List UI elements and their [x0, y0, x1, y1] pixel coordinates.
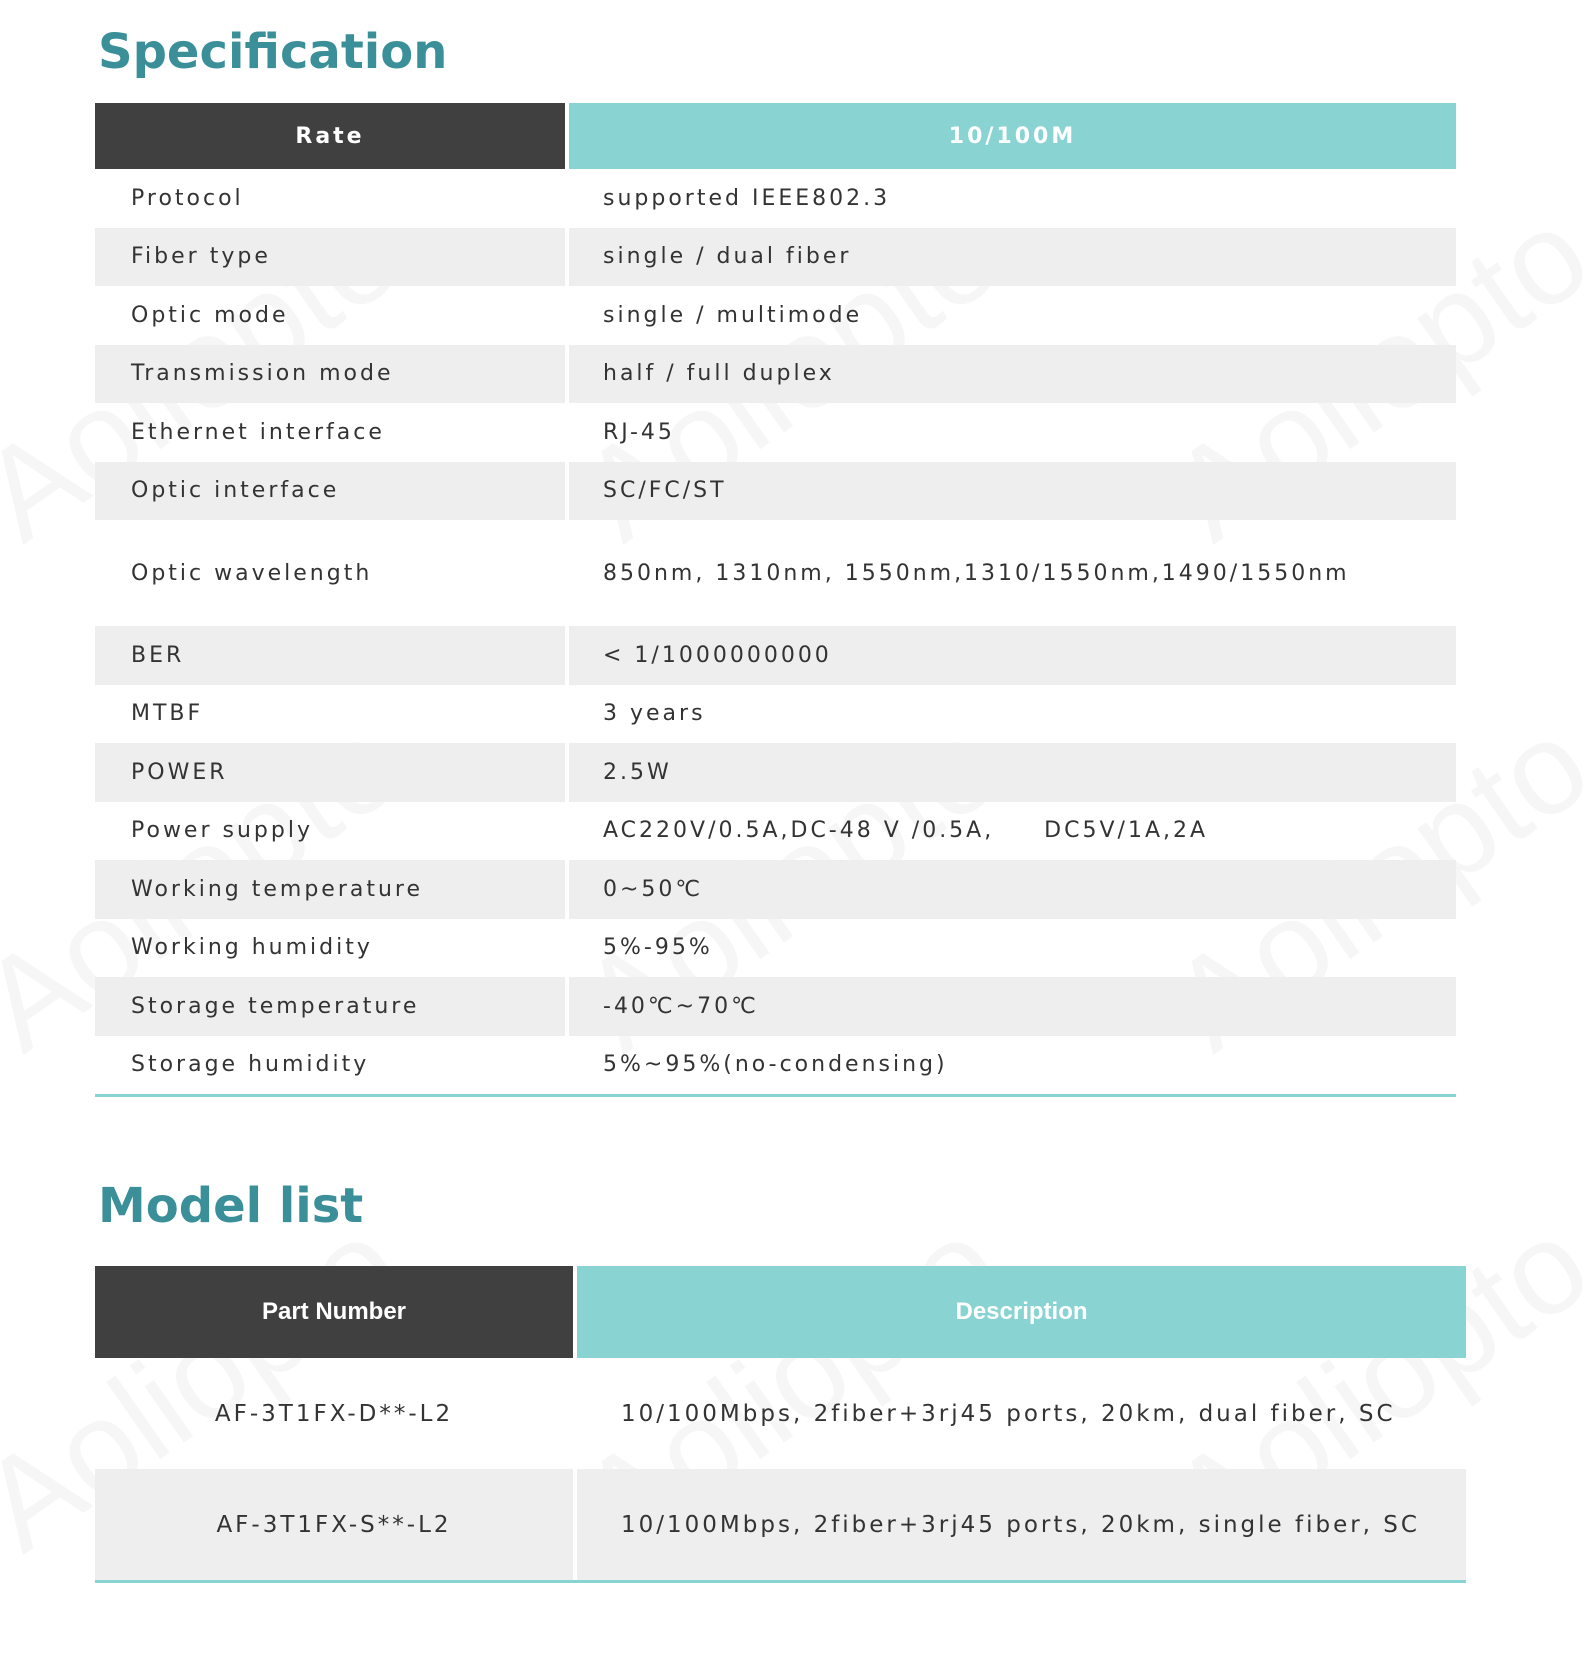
spec-row [95, 685, 1456, 744]
spec-row [95, 169, 1456, 228]
spec-label: Storage temperature [95, 977, 565, 1036]
table-bottom-border [95, 1094, 1456, 1097]
spec-value: AC220V/0.5A,DC-48 V /0.5A, DC5V/1A,2A [603, 818, 1209, 844]
specification-header-row [95, 103, 1456, 169]
spec-row [95, 345, 1456, 404]
spec-label: BER [95, 626, 565, 685]
model-list-table [95, 1266, 1466, 1583]
model-list-title: Model list [98, 1178, 364, 1234]
spec-value: 5%-95% [603, 935, 713, 961]
spec-value: -40℃~70℃ [569, 977, 1456, 1036]
model-list-rows [95, 1358, 1466, 1580]
description-cell: 10/100Mbps, 2fiber+3rj45 ports, 20km, dual fiber, SC [621, 1400, 1396, 1427]
spec-label: Fiber type [95, 228, 565, 287]
part-number-header: Part Number [95, 1266, 573, 1358]
spec-label: Working humidity [131, 935, 373, 961]
spec-row [95, 802, 1456, 861]
rate-header: Rate [95, 103, 565, 169]
spec-row [95, 1036, 1456, 1095]
specification-table [95, 103, 1456, 1097]
spec-row [95, 977, 1456, 1036]
description-header: Description [577, 1266, 1466, 1358]
rate-value-header: 10/100M [569, 103, 1456, 169]
spec-row [95, 228, 1456, 287]
part-number-cell: AF-3T1FX-D**-L2 [214, 1400, 454, 1427]
spec-row [95, 462, 1456, 521]
model-row [95, 1469, 1466, 1580]
spec-value: SC/FC/ST [569, 462, 1456, 521]
spec-label: Transmission mode [95, 345, 565, 404]
spec-value: < 1/1000000000 [569, 626, 1456, 685]
spec-value: RJ-45 [603, 419, 675, 445]
spec-value: half / full duplex [569, 345, 1456, 404]
spec-value: 5%~95%(no-condensing) [603, 1052, 948, 1078]
spec-row [95, 919, 1456, 978]
spec-label: Storage humidity [131, 1052, 370, 1078]
spec-label: Power supply [131, 818, 313, 844]
spec-row [95, 860, 1456, 919]
part-number-cell: AF-3T1FX-S**-L2 [95, 1469, 573, 1580]
spec-value: 3 years [603, 701, 706, 727]
spec-value: single / multimode [603, 302, 863, 328]
spec-row [95, 403, 1456, 462]
description-cell: 10/100Mbps, 2fiber+3rj45 ports, 20km, single fiber, SC [577, 1469, 1466, 1580]
table-bottom-border [95, 1580, 1466, 1583]
spec-value: single / dual fiber [569, 228, 1456, 287]
specification-rows [95, 169, 1456, 1094]
spec-label: MTBF [131, 701, 204, 727]
spec-row [95, 626, 1456, 685]
spec-label: POWER [95, 743, 565, 802]
spec-label: Optic wavelength [131, 560, 373, 586]
spec-label: Optic mode [131, 302, 289, 328]
model-row [95, 1358, 1466, 1469]
spec-value: 0~50℃ [569, 860, 1456, 919]
spec-row [95, 743, 1456, 802]
spec-value: 850nm, 1310nm, 1550nm,1310/1550nm,1490/1550nm [603, 560, 1350, 586]
model-list-header-row [95, 1266, 1466, 1358]
spec-label: Protocol [131, 185, 244, 211]
spec-label: Working temperature [95, 860, 565, 919]
spec-label: Ethernet interface [131, 419, 385, 445]
spec-row [95, 286, 1456, 345]
spec-label: Optic interface [95, 462, 565, 521]
spec-value: supported IEEE802.3 [603, 185, 891, 211]
specification-title: Specification [98, 24, 448, 80]
spec-row [95, 520, 1456, 626]
spec-value: 2.5W [569, 743, 1456, 802]
